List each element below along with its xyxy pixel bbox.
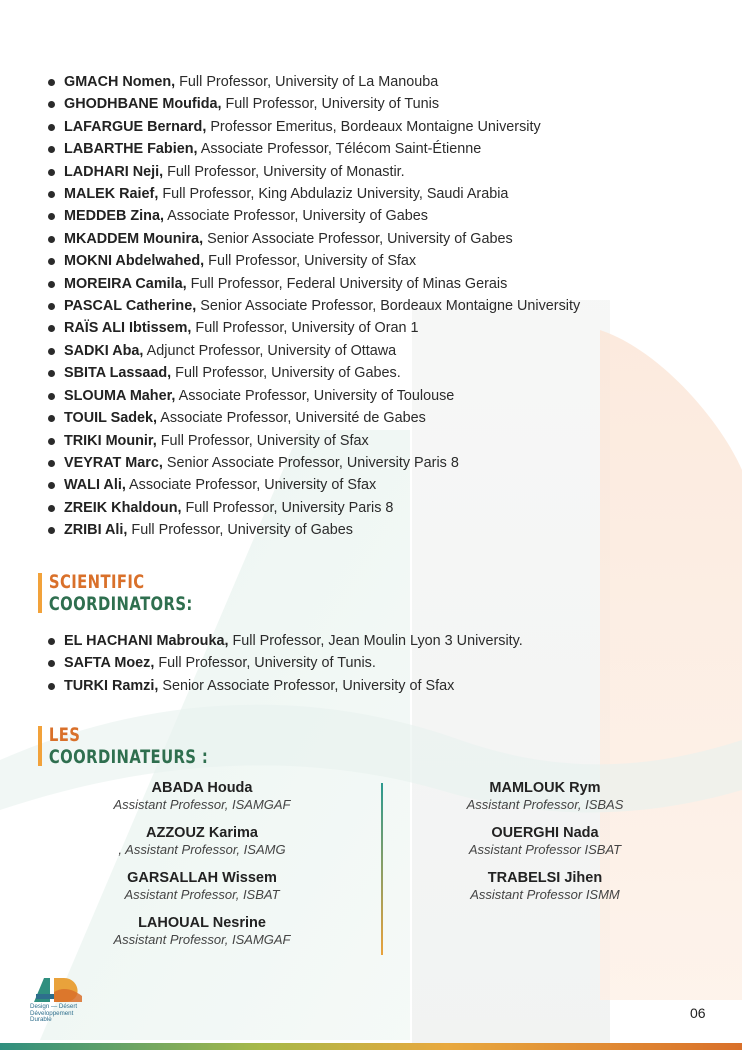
bullet-icon [48,482,55,489]
member-name: SBITA Lassaad, [64,365,172,382]
coordinator-name: TURKI Ramzi, [64,677,159,694]
bullet-icon [48,169,55,176]
coordinator-name: MAMLOUK Rym [489,780,601,796]
member-title: Senior Associate Professor, Bordeaux Montaigne University [196,298,581,315]
committee-member-list [46,71,580,542]
coordinator-role: , Assistant Professor, ISAMG [118,842,286,857]
list-item [46,317,580,339]
page-number: 06 [690,1005,706,1021]
bullet-icon [48,660,55,667]
bullet-icon [48,258,55,265]
list-item [46,183,580,205]
column-divider [381,783,383,955]
member-name: MEDDEB Zina, [64,208,164,225]
heading-line-2: COORDINATORS: [48,593,193,615]
heading-line-1: SCIENTIFIC [48,571,145,593]
bullet-icon [48,191,55,198]
member-name: MOKNI Abdelwahed, [64,253,205,270]
member-title: Full Professor, Federal University of Minas Gerais [186,275,508,292]
list-item [46,205,580,227]
coordinator-name: ABADA Houda [151,780,253,796]
coordinator-role: Assistant Professor, ISAMGAF [113,932,291,947]
coordinator-role: Assistant Professor ISMM [470,887,620,902]
list-item [46,497,580,519]
coordinator-entry [435,779,655,813]
coordinator-role: Assistant Professor, ISBAS [466,797,624,812]
member-name: LADHARI Neji, [64,163,164,180]
member-name: PASCAL Catherine, [64,298,197,315]
list-item [46,452,580,474]
bullet-icon [48,281,55,288]
list-item [46,228,580,250]
member-title: Full Professor, University of Sfax [204,253,417,270]
list-item [46,630,523,652]
coordinator-entry [92,869,312,903]
list-item [46,295,580,317]
bullet-icon [48,79,55,86]
coordinator-entry [435,824,655,858]
list-item [46,273,580,295]
bullet-icon [48,638,55,645]
bottom-color-band [0,1043,742,1050]
member-title: Professor Emeritus, Bordeaux Montaigne University [206,118,541,135]
coordinator-name: EL HACHANI Mabrouka, [64,633,229,649]
coordinator-entry [435,869,655,903]
list-item [46,385,580,407]
coordinator-name: AZZOUZ Karima [146,825,258,841]
coordinator-role: Assistant Professor, ISAMGAF [113,797,291,812]
coordinator-title: Full Professor, University of Tunis. [154,655,376,672]
member-title: Associate Professor, Université de Gabes [157,410,426,427]
bullet-icon [48,505,55,512]
member-title: Full Professor, University of La Manouba [175,74,439,90]
list-item [46,71,580,93]
coordinator-name: SAFTA Moez, [64,655,155,672]
member-title: Full Professor, University of Monastir. [163,163,405,180]
bullet-icon [48,683,55,690]
member-title: Full Professor, University of Tunis [221,96,440,113]
list-item [46,652,523,674]
logo-text [30,1004,77,1024]
bullet-icon [48,527,55,534]
coordinator-name: LAHOUAL Nesrine [138,915,266,931]
member-name: TOUIL Sadek, [64,410,158,427]
bullet-icon [48,438,55,445]
coordinateurs-left-column [92,779,312,959]
list-item [46,675,523,697]
list-item [46,474,580,496]
coordinator-name: GARSALLAH Wissem [127,870,277,886]
coordinator-entry [92,824,312,858]
member-name: GHODHBANE Moufida, [64,96,222,113]
heading-line-1: LES [48,724,81,746]
coordinator-entry [92,914,312,948]
member-title: Full Professor, University of Gabes. [171,365,401,382]
list-item [46,138,580,160]
bullet-icon [48,460,55,467]
coordinator-name: TRABELSI Jihen [487,870,603,886]
member-name: RAÏS ALI Ibtissem, [64,320,192,337]
list-item [46,161,580,183]
member-name: ZREIK Khaldoun, [64,499,182,516]
bullet-icon [48,124,55,131]
member-name: MOREIRA Camila, [64,275,187,292]
member-name: GMACH Nomen, [64,74,176,90]
member-name: MKADDEM Mounira, [64,230,204,247]
bullet-icon [48,146,55,153]
list-item [46,430,580,452]
list-item [46,407,580,429]
member-title: Associate Professor, University of Toulouse [175,387,455,404]
logo-line: Développement [30,1009,74,1017]
coordinator-name: OUERGHI Nada [491,825,599,841]
member-name: MALEK Raief, [64,186,159,203]
logo-line: Design — Désert [30,1003,78,1010]
bullet-icon [48,213,55,220]
bullet-icon [48,101,55,108]
list-item [46,116,580,138]
bullet-icon [48,348,55,355]
list-item [46,250,580,272]
list-item [46,93,580,115]
member-title: Full Professor, King Abdulaziz University, Saudi Arabia [158,186,509,203]
bullet-icon [48,236,55,243]
coordinator-title: Senior Associate Professor, University of Sfax [158,677,455,694]
member-title: Full Professor, University of Gabes [127,522,353,539]
member-title: Senior Associate Professor, University Paris 8 [162,454,459,471]
coordinateurs-heading [38,724,256,768]
member-title: Full Professor, University Paris 8 [181,499,394,516]
bullet-icon [48,303,55,310]
list-item [46,340,580,362]
bullet-icon [48,393,55,400]
member-name: SLOUMA Maher, [64,387,176,404]
member-title: Associate Professor, University of Gabes [163,208,428,225]
member-name: LABARTHE Fabien, [64,141,198,158]
member-name: VEYRAT Marc, [64,454,163,471]
member-name: LAFARGUE Bernard, [64,118,207,135]
coordinator-role: Assistant Professor, ISBAT [124,887,280,902]
scientific-coordinators-list [46,630,523,697]
member-title: Full Professor, University of Sfax [156,432,369,449]
member-name: WALI Ali, [64,477,126,494]
bullet-icon [48,325,55,332]
member-title: Senior Associate Professor, University of Gabes [203,230,513,247]
heading-line-2: COORDINATEURS : [48,746,209,768]
member-name: ZRIBI Ali, [64,522,128,539]
member-title: Associate Professor, Télécom Saint-Étienne [197,141,482,158]
bullet-icon [48,415,55,422]
member-title: Adjunct Professor, University of Ottawa [143,342,397,359]
list-item [46,519,580,541]
member-name: TRIKI Mounir, [64,432,157,449]
coordinator-role: Assistant Professor ISBAT [468,842,622,857]
member-title: Full Professor, University of Oran 1 [191,320,419,337]
member-name: SADKI Aba, [64,342,144,359]
list-item [46,362,580,384]
coordinator-entry [92,779,312,813]
member-title: Associate Professor, University of Sfax [125,477,377,494]
logo-line: Durable [30,1016,52,1024]
coordinateurs-right-column [435,779,655,914]
bullet-icon [48,370,55,377]
scientific-coordinators-heading [38,571,236,615]
coordinator-title: Full Professor, Jean Moulin Lyon 3 University. [228,633,523,649]
